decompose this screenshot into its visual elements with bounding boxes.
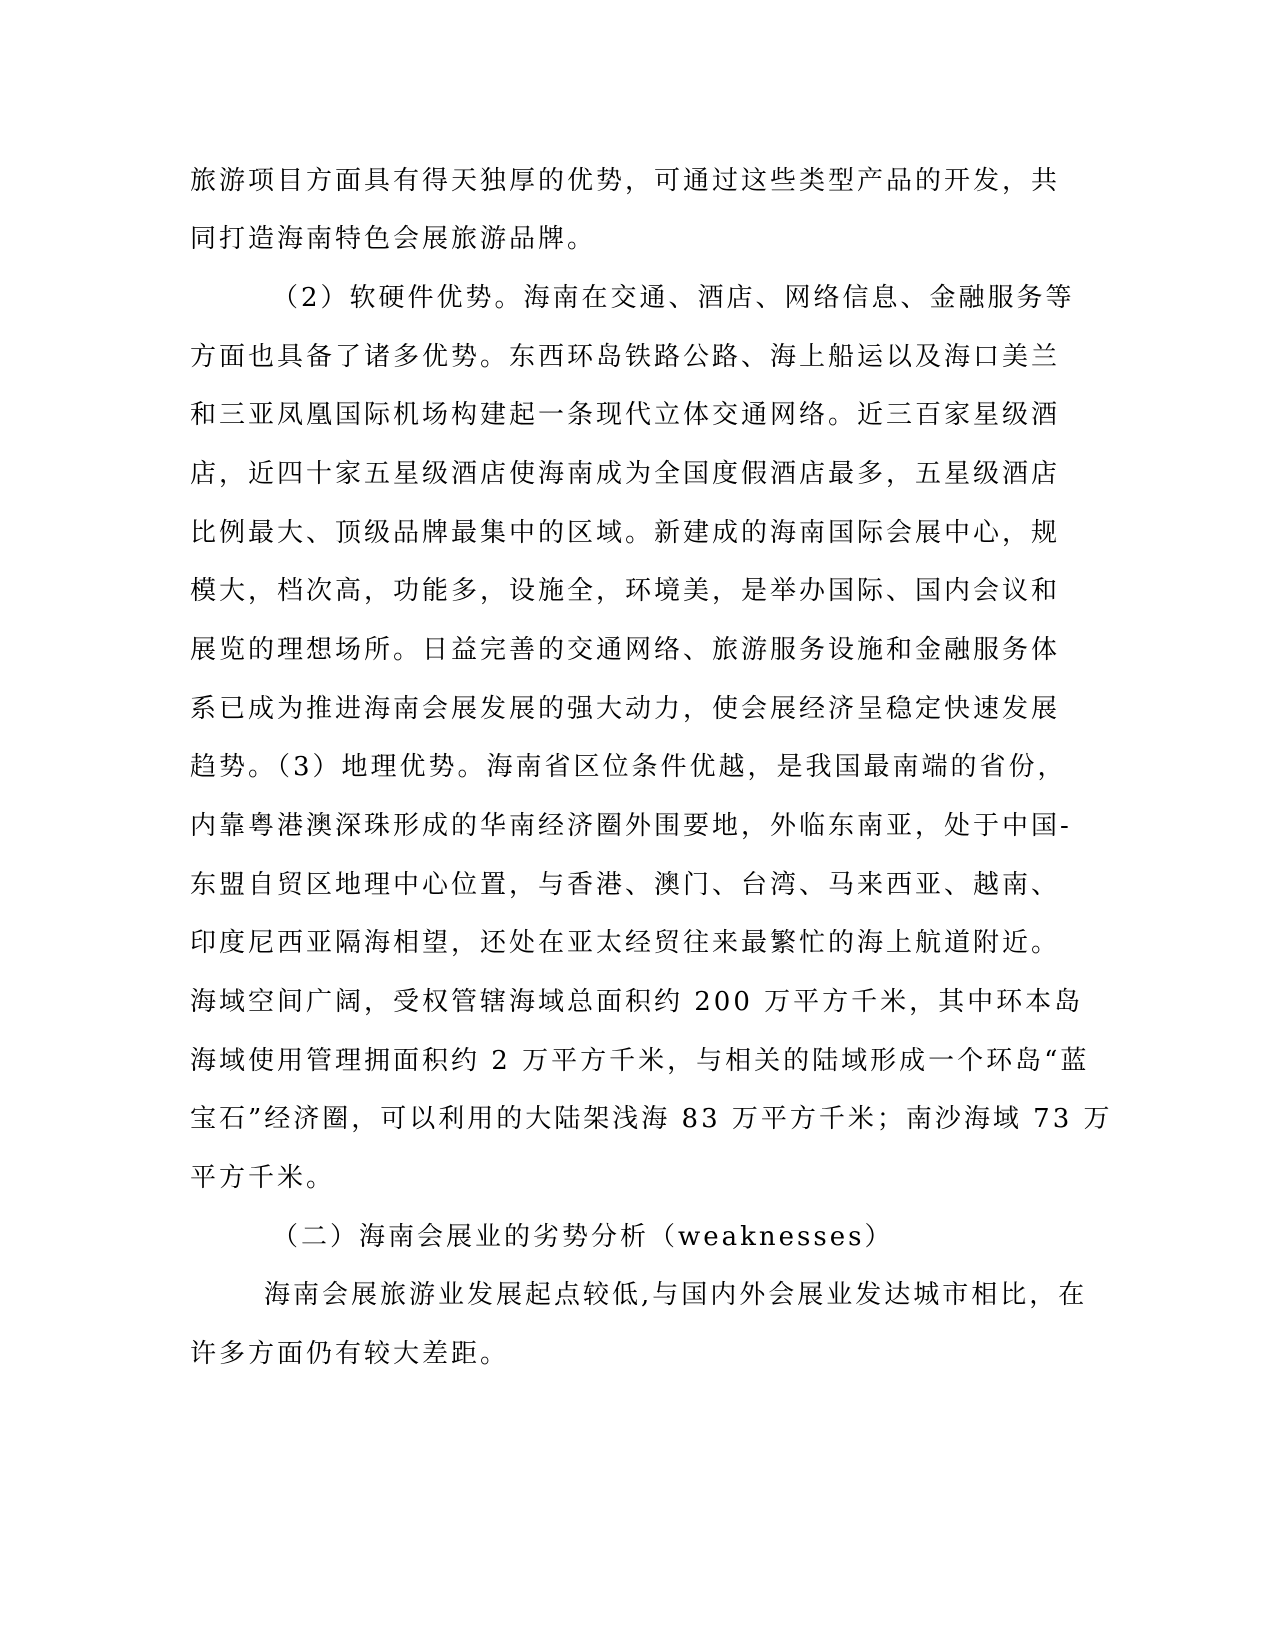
section-heading: （二）海南会展业的劣势分析（weaknesses） [272, 1222, 894, 1252]
paragraph-start: 海南会展旅游业发展起点较低,与国内外会展业发达城市相比，在 [264, 1280, 1088, 1310]
text-line: 海域空间广阔，受权管辖海域总面积约 200 万平方千米，其中环本岛 [190, 987, 1084, 1017]
text-line: 展览的理想场所。日益完善的交通网络、旅游服务设施和金融服务体 [190, 635, 1061, 665]
text-line: 旅游项目方面具有得天独厚的优势，可通过这些类型产品的开发，共 [190, 166, 1061, 196]
text-line: 印度尼西亚隔海相望，还处在亚太经贸往来最繁忙的海上航道附近。 [190, 928, 1061, 958]
text-line: 比例最大、顶级品牌最集中的区域。新建成的海南国际会展中心，规 [190, 518, 1061, 548]
text-line: 模大，档次高，功能多，设施全，环境美，是举办国际、国内会议和 [190, 576, 1061, 606]
paragraph-start: （2）软硬件优势。海南在交通、酒店、网络信息、金融服务等 [272, 283, 1075, 313]
text-line: 东盟自贸区地理中心位置，与香港、澳门、台湾、马来西亚、越南、 [190, 870, 1061, 900]
text-line: 店，近四十家五星级酒店使海南成为全国度假酒店最多，五星级酒店 [190, 459, 1061, 489]
text-line: 方面也具备了诸多优势。东西环岛铁路公路、海上船运以及海口美兰 [190, 342, 1061, 372]
text-line: 宝石”经济圈，可以利用的大陆架浅海 83 万平方千米；南沙海域 73 万 [190, 1104, 1113, 1134]
text-line: 海域使用管理拥面积约 2 万平方千米，与相关的陆域形成一个环岛“蓝 [190, 1046, 1090, 1076]
text-line: 趋势。（3）地理优势。海南省区位条件优越，是我国最南端的省份， [190, 752, 1067, 782]
text-line: 平方千米。 [190, 1163, 336, 1193]
text-line: 内靠粤港澳深珠形成的华南经济圈外围要地，外临东南亚，处于中国- [190, 811, 1072, 841]
text-line: 系已成为推进海南会展发展的强大动力，使会展经济呈稳定快速发展 [190, 694, 1061, 724]
text-line: 和三亚凤凰国际机场构建起一条现代立体交通网络。近三百家星级酒 [190, 400, 1061, 430]
text-line: 许多方面仍有较大差距。 [190, 1339, 510, 1369]
text-line: 同打造海南特色会展旅游品牌。 [190, 224, 597, 254]
